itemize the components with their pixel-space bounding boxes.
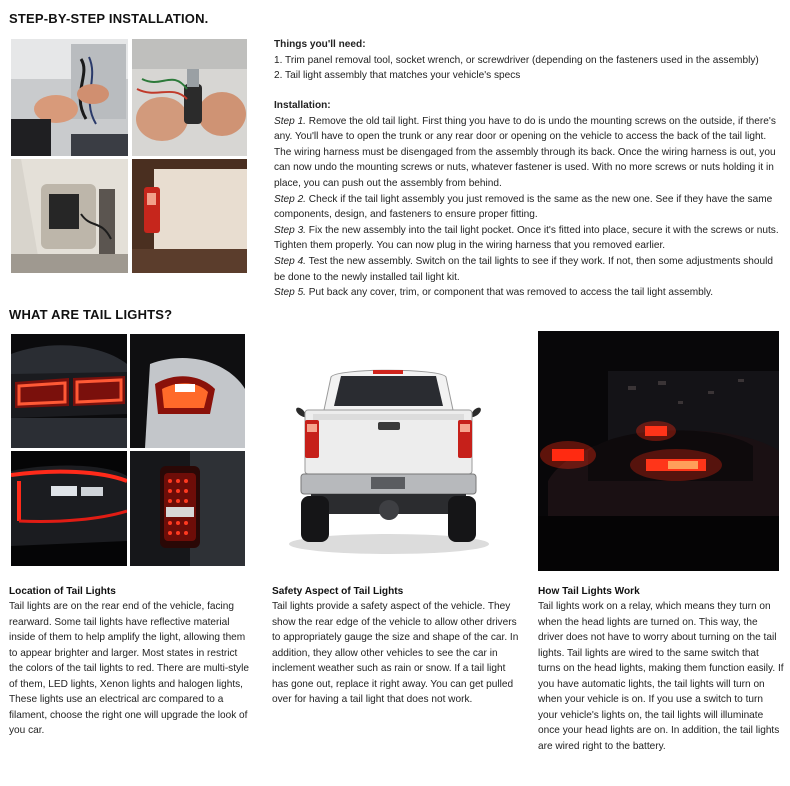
installation-title: Installation:	[274, 100, 331, 111]
things-needed-title: Things you'll need:	[274, 39, 366, 50]
step-text: Test the new assembly. Switch on the tail lights to see if they work. If not, then some adjustments should be done to the newly installed tail light kit.	[274, 255, 773, 283]
step-text: Remove the old tail light. First thing you have to do is undo the mounting screws on the outside, if there's any. You'll have to open the trunk or any rear door or opening on the vehicle to access the back of the tail light. The wiring harness must be disengaged from the assembly through its back. Once the wiring harness is out, you can now undo the mounting screws or nuts, whatever fastener is used. With no more screws or nuts holding it in place, you can push out the assembly from behind.	[274, 115, 776, 189]
step-label: Step 5.	[274, 287, 306, 299]
column-title-how-it-works: How Tail Lights Work	[538, 586, 640, 597]
installation-block	[274, 98, 786, 301]
installation-heading: STEP-BY-STEP INSTALLATION.	[9, 11, 209, 26]
things-needed-block	[274, 37, 786, 84]
what-are-tail-lights-heading: WHAT ARE TAIL LIGHTS?	[9, 307, 173, 322]
things-needed-item: 1. Trim panel removal tool, socket wrench, or screwdriver (depending on the fasteners used in the assembly)	[274, 54, 759, 66]
photo-bulb-socket	[132, 39, 247, 156]
photo-tail-light-glowing-led	[130, 334, 245, 448]
photo-trunk-cavity	[11, 159, 128, 273]
installation-step	[274, 114, 786, 192]
photo-tail-light-3d-bar	[11, 334, 127, 448]
installation-step	[274, 285, 786, 301]
step-text: Check if the tail light assembly you just removed is the same as the new one. See if they have the same components, design, and fasteners to ensure proper fitting.	[274, 193, 773, 221]
installation-step	[274, 223, 786, 254]
photo-pickup-truck-rear	[281, 362, 496, 562]
step-label: Step 2.	[274, 193, 306, 205]
installation-step	[274, 192, 786, 223]
column-title-safety: Safety Aspect of Tail Lights	[272, 586, 404, 597]
photo-wiring-harness-hands	[11, 39, 128, 156]
step-label: Step 1.	[274, 115, 306, 127]
step-text: Put back any cover, trim, or component that was removed to access the tail light assembly.	[306, 287, 714, 299]
installation-step	[274, 254, 786, 285]
photo-installed-tail-light	[132, 159, 247, 273]
column-title-location: Location of Tail Lights	[9, 586, 116, 597]
photo-night-tail-lights	[538, 331, 779, 571]
photo-tail-light-c-shape	[11, 451, 127, 566]
column-body-location: Tail lights are on the rear end of the vehicle, facing rearward. Some tail lights have reflective material inside of them to help amplify the light, allowing them to appear brighter and larger. Most states in restrict the colors of the tail lights to red. There are multi-style of them, LED lights, Xenon lights and halogen lights, These lights use an electrical arc compared to a filament, choose the right one will upgrade the look of you car.	[9, 601, 249, 736]
things-needed-item: 2. Tail light assembly that matches your vehicle's specs	[274, 70, 521, 82]
column-body-how-it-works: Tail lights work on a relay, which means they turn on when the head lights are turned on. This way, the driver does not have to worry about turning on the tail lights. Tail lights are wired to the same switch that turns on the head lights, making them function easily. If you have automatic lights, the tail lights will turn on when your vehicle is on. If you use a switch to turn your vehicle's lights on, the tail lights will illuminate once your head lights are on. In addition, the tail lights are wired right to the battery.	[538, 601, 784, 752]
step-label: Step 4.	[274, 255, 306, 267]
photo-tail-light-truck-led	[130, 451, 245, 566]
step-label: Step 3.	[274, 224, 306, 236]
step-text: Fix the new assembly into the tail light pocket. Once it's fitted into place, secure it with the screws or nuts. Tighten them properly. You can now plug in the wiring harness that you removed earlier.	[274, 224, 779, 252]
column-body-safety: Tail lights provide a safety aspect of the vehicle. They show the rear edge of the vehicle to allow other drivers to appropriately gauge the size and shape of the car. In addition, they allow other vehicles to see the car in inclement weather such as rain or snow. If a tail light has gone out, replace it right away. You can get pulled over for having a tail light that does not work.	[272, 601, 519, 705]
